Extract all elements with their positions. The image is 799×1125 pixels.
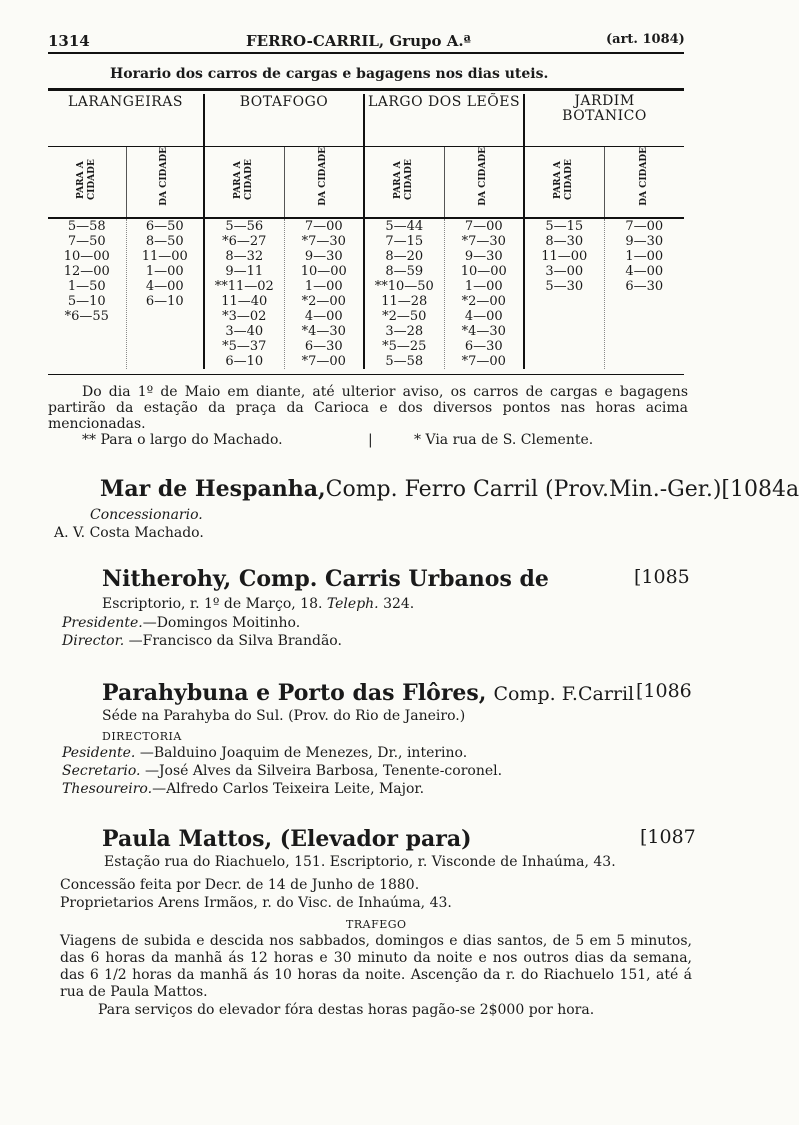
time-column [204,218,284,369]
schedule-top-rule [48,88,684,91]
entry-paula-mattos: Paula Mattos, (Elevador para) [102,826,472,852]
time-entry: *7—00 [461,354,506,369]
time-entry: 7—00 [304,219,343,234]
entry-ref: [1085 [634,566,690,588]
time-entry: **10—50 [374,279,434,294]
entry-person: A. V. Costa Machado. [54,525,204,541]
officer-name: —José Alves da Silveira Barbosa, Tenente-coronel. [144,763,503,779]
time-entry-empty [525,309,604,324]
time-entry: *2—50 [382,309,427,324]
time-entry-empty [127,339,204,354]
time-entry: 1—00 [625,249,664,264]
time-entry: *6—55 [64,309,109,324]
running-title: FERRO-CARRIL, Grupo A.ª [246,32,471,50]
time-entry: 6—10 [225,354,264,369]
time-entry-empty [127,324,204,339]
entry-ref: [1084a [721,477,799,502]
time-entry: 5—58 [67,219,106,234]
entry-office [102,596,414,612]
time-entry-empty [48,354,126,369]
time-entry: *7—30 [301,234,346,249]
officer-name: —Francisco da Silva Brandão. [128,633,342,649]
time-entry: 8—30 [545,234,584,249]
time-column [48,218,126,369]
time-entry: 4—00 [625,264,664,279]
officer-name: —Domingos Moitinho. [142,615,301,631]
direction-header: PARA A CIDADE [364,147,444,219]
direction-header: PARA A CIDADE [204,147,284,219]
entry-mar-de-hespanha [100,476,799,502]
time-entry-empty [48,339,126,354]
time-entry: 3—28 [385,324,424,339]
entry-officer [62,763,502,779]
officer-title: Secretario. [62,763,141,779]
officer-title: Director. [62,633,125,649]
entry-officer [62,745,467,761]
time-entry: *3—02 [222,309,267,324]
time-entry: *2—00 [461,294,506,309]
entry-officer [62,633,342,649]
time-entry-empty [605,294,685,309]
direction-header: DA CIDADE [604,147,684,219]
time-entry: 8—20 [385,249,424,264]
time-entry-empty [525,294,604,309]
entry-company: Comp. Ferro Carril (Prov.Min.-Ger.) [325,477,722,502]
time-entry: *2—00 [301,294,346,309]
entry-concession: Concessão feita por Decr. de 14 de Junho de 1880. [60,877,420,893]
time-entry-empty [127,354,204,369]
entry-officer [62,615,300,631]
time-entry: *7—30 [461,234,506,249]
traffic-text: Viagens de subida e descida nos sabbados, domingos e dias santos, de 5 em 5 minutos, das 6 horas da manhã ás 12 horas e 30 minuto da noite e nos outros dias da semana, das 6 1/2 horas da manhã ás 10 horas da noite. Ascenção da r. do Riachuelo 151, até á rua de Paula Mattos. [60,933,692,1000]
time-entry: 5—10 [67,294,106,309]
station-header: LARANGEIRAS [48,94,204,147]
time-entry: *4—30 [461,324,506,339]
schedule-table [48,94,684,369]
schedule-title: Horario dos carros de cargas e bagagens nos dias uteis. [110,66,549,82]
time-entry: 4—00 [145,279,184,294]
time-entry: 8—50 [145,234,184,249]
page-number: 1314 [48,32,90,50]
time-entry: 11—40 [221,294,268,309]
time-entry: *5—37 [222,339,267,354]
time-entry: 6—50 [145,219,184,234]
time-entry: 4—00 [304,309,343,324]
time-entry: 7—15 [385,234,424,249]
station-header: LARGO DOS LEÕES [364,94,524,147]
time-entry: 1—00 [464,279,503,294]
entry-ref: [1087 [640,826,696,848]
entry-seat: Séde na Parahyba do Sul. (Prov. do Rio de Janeiro.) [102,708,466,724]
time-entry: 6—30 [464,339,503,354]
entry-ref: [1086 [636,680,692,702]
time-entry: 5—56 [225,219,264,234]
article-ref: (art. 1084) [606,32,685,47]
time-entry-empty [605,354,685,369]
time-column [444,218,524,369]
officer-name: —Alfredo Carlos Teixeira Leite, Major. [152,781,425,797]
entry-station: Estação rua do Riachuelo, 151. Escriptorio, r. Visconde de Inhaúma, 43. [104,854,616,870]
time-entry: 3—00 [545,264,584,279]
time-column [364,218,444,369]
officer-title: Thesoureiro. [62,781,153,797]
time-column [604,218,684,369]
officer-name: —Balduino Joaquim de Menezes, Dr., interino. [139,745,468,761]
teleph-number: 324. [383,596,415,612]
time-entry: *6—27 [222,234,267,249]
entry-company: Comp. F.Carril [493,683,635,705]
direction-header: DA CIDADE [444,147,524,219]
station-header-label: JARDIM BOTANICO [562,93,647,124]
time-entry: **11—02 [214,279,274,294]
time-column [126,218,204,369]
direction-header: PARA A CIDADE [48,147,126,219]
time-entry: 1—00 [304,279,343,294]
time-entry: *4—30 [301,324,346,339]
officer-title: Presidente. [62,615,143,631]
entry-name: Mar de Hespanha, [100,476,326,502]
time-entry: 10—00 [300,264,347,279]
entry-nitherohy: Nitherohy, Comp. Carris Urbanos de [102,566,549,592]
time-entry: 9—11 [225,264,264,279]
teleph-label: Teleph. [326,596,379,612]
time-entry-empty [525,354,604,369]
time-entry: 7—50 [67,234,106,249]
time-entry: 11—28 [381,294,428,309]
service-note: Para serviços do elevador fóra destas horas pagão-se 2$000 por hora. [98,1002,595,1018]
traffic-heading: TRAFEGO [346,918,407,931]
entry-name: Parahybuna e Porto das Flôres, [102,680,487,706]
time-entry: 5—44 [385,219,424,234]
direction-header: DA CIDADE [126,147,204,219]
time-entry: 6—10 [145,294,184,309]
entry-parahybuna [102,680,634,706]
time-entry: 7—00 [625,219,664,234]
time-entry: 9—30 [625,234,664,249]
office-address: Escriptorio, r. 1º de Março, 18. [102,596,323,612]
time-entry: 8—32 [225,249,264,264]
time-entry: 11—00 [541,249,588,264]
time-entry: 9—30 [304,249,343,264]
time-entry: 1—50 [67,279,106,294]
time-entry: 11—00 [141,249,188,264]
time-entry-empty [48,324,126,339]
time-entry: *7—00 [301,354,346,369]
schedule-note: Do dia 1º de Maio em diante, até ulterior aviso, os carros de cargas e bagagens partirão da estação da praça da Carioca e dos diversos pontos nas horas acima mencionadas. [48,384,688,432]
note-single-asterisk: * Via rua de S. Clemente. [414,432,594,448]
direction-header: PARA A CIDADE [524,147,604,219]
time-entry: 4—00 [464,309,503,324]
note-divider: | [368,432,373,448]
time-entry: 5—15 [545,219,584,234]
officer-title: Pesidente. [62,745,136,761]
direction-header: DA CIDADE [284,147,364,219]
header-rule [48,52,684,54]
time-column [524,218,604,369]
time-entry: 5—30 [545,279,584,294]
time-entry-empty [525,339,604,354]
time-entry: 1—00 [145,264,184,279]
time-entry-empty [605,309,685,324]
time-entry: 5—58 [385,354,424,369]
time-entry: 10—00 [460,264,507,279]
entry-officer [62,781,424,797]
entry-owners: Proprietarios Arens Irmãos, r. do Visc. de Inhaúma, 43. [60,895,452,911]
time-entry: 9—30 [464,249,503,264]
time-column [284,218,364,369]
time-entry: 6—30 [625,279,664,294]
note-double-asterisk: ** Para o largo do Machado. [82,432,283,448]
board-heading: DIRECTORIA [102,730,182,743]
time-entry: *5—25 [382,339,427,354]
time-entry-empty [605,339,685,354]
time-entry-empty [525,324,604,339]
time-entry: 3—40 [225,324,264,339]
time-entry: 6—30 [304,339,343,354]
time-entry-empty [605,324,685,339]
time-entry: 7—00 [464,219,503,234]
station-header [524,94,684,147]
schedule-bottom-rule [48,374,684,375]
station-header: BOTAFOGO [204,94,364,147]
time-entry: 12—00 [63,264,110,279]
entry-role: Concessionario. [90,507,203,523]
time-entry: 8—59 [385,264,424,279]
time-entry-empty [127,309,204,324]
time-entry: 10—00 [63,249,110,264]
